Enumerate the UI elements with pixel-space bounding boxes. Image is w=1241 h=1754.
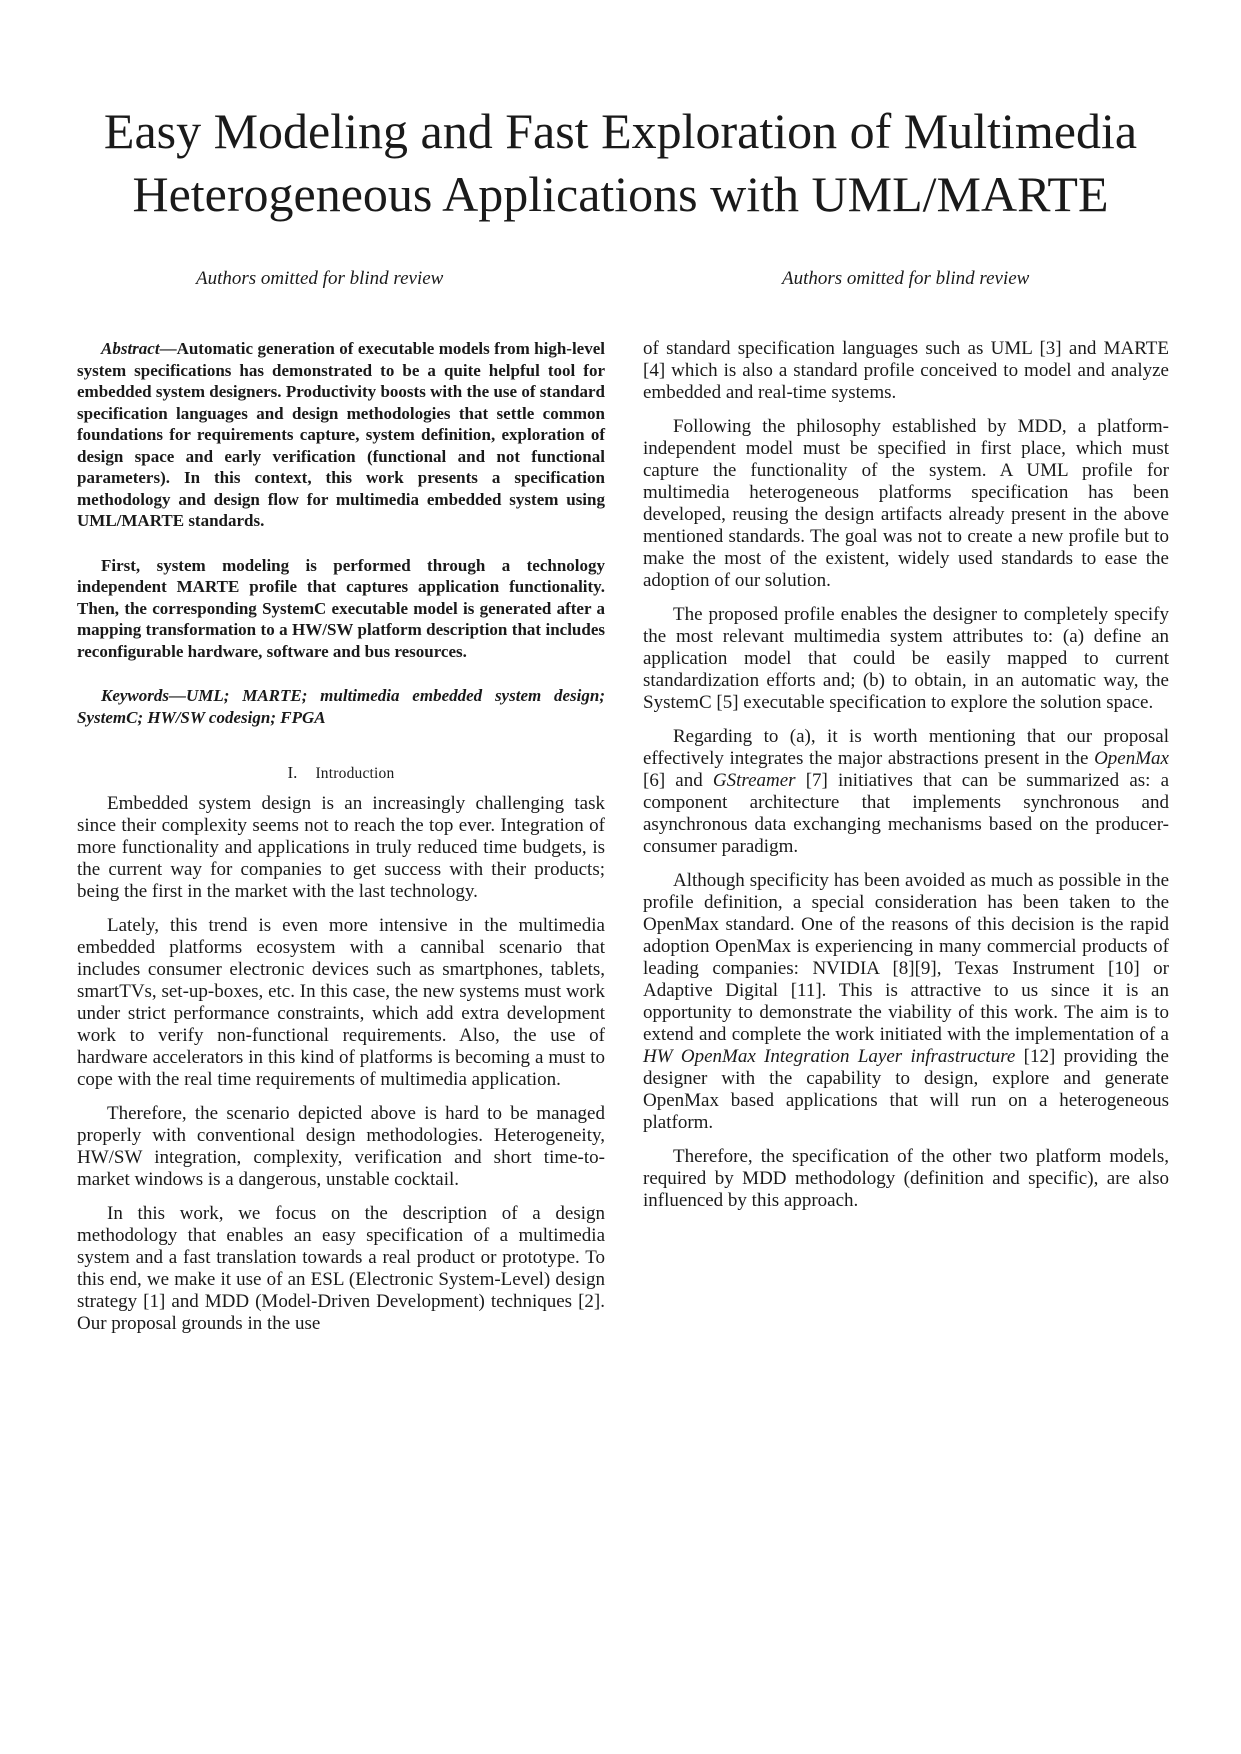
p4-text-b: [6] and [643, 770, 713, 791]
abstract-lead: Abstract [101, 339, 160, 358]
intro-paragraph-1: Embedded system design is an increasingly challenging task since their complexity seems not to reach the top ever. Integration of more functionality and applications in truly reduced time budgets, is the current way for companies to get success with their products; being the first in the market with the last technology. [77, 793, 605, 902]
abstract-text-1: —Automatic generation of executable models from high-level system specifications has demonstrated to be a quite helpful tool for embedded system designers. Productivity boosts with the use of standard specification languages and design methodologies that settle common foundations for requirements capture, system definition, exploration of design space and early verification (functional and not functional parameters). In this context, this work presents a specification methodology and design flow for multimedia embedded system using UML/MARTE standards. [77, 339, 605, 530]
section-number: I. [287, 763, 298, 782]
title-line-1: Easy Modeling and Fast Exploration of Multimedia [103, 103, 1138, 159]
openmax-term: OpenMax [1094, 748, 1169, 769]
intro-paragraph-4: In this work, we focus on the description of a design methodology that enables an easy specification of a multimedia system and a fast translation towards a real product or prototype. To this end, we make it use of an ESL (Electronic System-Level) design strategy [1] and MDD (Model-Driven Development) techniques [2]. Our proposal grounds in the use [77, 1203, 605, 1334]
authors-right: Authors omitted for blind review [782, 268, 1030, 289]
left-column [77, 338, 605, 1347]
right-paragraph-2: Following the philosophy established by MDD, a platform-independent model must be specified in first place, which must capture the functionality of the system. A UML profile for multimedia heterogeneous platforms specification has been developed, reusing the design artifacts already present in the above mentioned standards. The goal was not to create a new profile but to make the most of the existent, widely used standards to ease the adoption of our solution. [643, 416, 1169, 591]
paper-title [60, 100, 1181, 226]
right-paragraph-4 [643, 726, 1169, 858]
keywords: Keywords—UML; MARTE; multimedia embedded system design; SystemC; HW/SW codesign; FPGA [77, 686, 605, 727]
gstreamer-term: GStreamer [712, 770, 796, 791]
title-line-2: Heterogeneous Applications with UML/MARTE [132, 166, 1109, 222]
p5-text-a: Although specificity has been avoided as much as possible in the profile definition, a special consideration has been taken to the OpenMax standard. One of the reasons of this decision is the rapid adoption OpenMax is experiencing in many commercial products of leading companies: NVIDIA [8][9], Texas Instrument [10] or Adaptive Digital [11]. This is attractive to us since it is an opportunity to demonstrate the viability of this work. The aim is to extend and complete the work initiated with the implementation of a [643, 870, 1169, 1045]
authors-left: Authors omitted for blind review [196, 268, 444, 289]
right-paragraph-6: Therefore, the specification of the other two platform models, required by MDD methodology (definition and specific), are also influenced by this approach. [643, 1146, 1169, 1211]
right-paragraph-5 [643, 870, 1169, 1134]
right-column [643, 338, 1169, 1224]
section-heading-introduction [77, 762, 605, 785]
abstract-paragraph-2: First, system modeling is performed through a technology independent MARTE profile that captures application functionality. Then, the corresponding SystemC executable model is generated after a mapping transformation to a HW/SW platform description that includes reconfigurable hardware, software and bus resources. [77, 555, 605, 661]
intro-paragraph-2: Lately, this trend is even more intensive in the multimedia embedded platforms ecosystem with a cannibal scenario that includes consumer electronic devices such as smartphones, tablets, smartTVs, set-up-boxes, etc. In this case, the new systems must work under strict performance constraints, which add extra development work to verify non-functional requirements. Also, the use of hardware accelerators in this kind of platforms is becoming a must to cope with the real time requirements of multimedia application. [77, 915, 605, 1090]
right-paragraph-3: The proposed profile enables the designer to completely specify the most relevant multimedia system attributes to: (a) define an application model that could be easily mapped to current standardization efforts and; (b) to obtain, in an automatic way, the SystemC [5] executable specification to explore the solution space. [643, 604, 1169, 713]
right-paragraph-1: of standard specification languages such as UML [3] and MARTE [4] which is also a standard profile conceived to model and analyze embedded and real-time systems. [643, 338, 1169, 403]
p5-text-b: [12] providing the designer with the capability to design, explore and generate OpenMax based applications that will run on a heterogeneous platform. [643, 1046, 1169, 1133]
section-title: Introduction [315, 765, 395, 782]
hw-openmax-term: HW OpenMax Integration Layer infrastructure [643, 1046, 1016, 1067]
abstract-paragraph-1 [77, 338, 605, 532]
p4-text-a: Regarding to (a), it is worth mentioning that our proposal effectively integrates the major abstractions present in the [643, 726, 1169, 769]
p4-text-c: [7] initiatives that can be summarized as: a component architecture that implements synchronous and asynchronous data exchanging mechanisms based on the producer-consumer paradigm. [643, 770, 1169, 857]
intro-paragraph-3: Therefore, the scenario depicted above is hard to be managed properly with conventional design methodologies. Heterogeneity, HW/SW integration, complexity, verification and short time-to-market windows is a dangerous, unstable cocktail. [77, 1103, 605, 1190]
